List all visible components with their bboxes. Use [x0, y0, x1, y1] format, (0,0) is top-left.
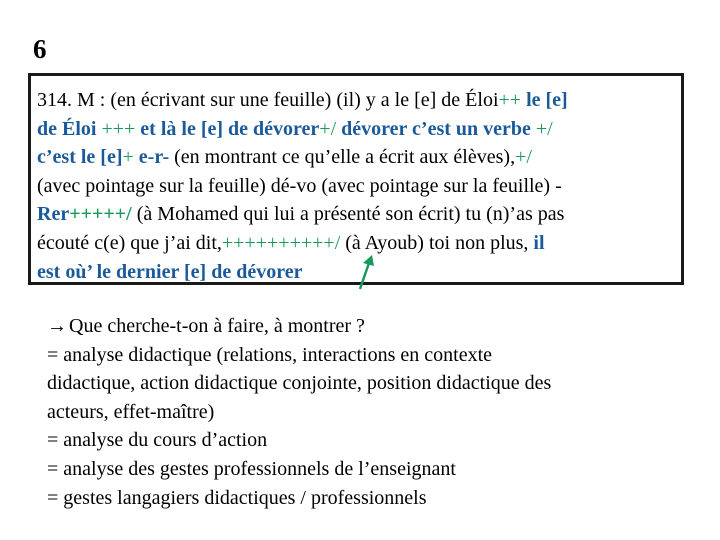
transcript-line-2: de Éloi +++ et là le [e] de dévorer+/ dévorer c’est un verbe +/	[37, 117, 553, 140]
right-arrow-icon: →	[47, 315, 67, 337]
transcript-line-4: (avec pointage sur la feuille) dé-vo (avec pointage sur la feuille) -	[37, 174, 562, 197]
transcript-line-7: est où’ le dernier [e] de dévorer	[37, 260, 303, 283]
pointer-arrow-icon	[355, 255, 377, 291]
bullet-line: = analyse du cours d’action	[47, 429, 268, 452]
slide-number: 6	[33, 34, 47, 64]
bullet-line: = analyse des gestes professionnels de l’enseignant	[47, 457, 456, 480]
bullet-line: acteurs, effet-maître)	[47, 400, 215, 423]
transcript-line-1: 314. M : (en écrivant sur une feuille) (il) y a le [e] de Éloi++ le [e]	[37, 89, 568, 111]
bullet-line: didactique, action didactique conjointe, position didactique des	[47, 372, 552, 395]
bullet-line: = gestes langagiers didactiques / professionnels	[47, 486, 427, 509]
bullet-question: → Que cherche-t-on à faire, à montrer ?	[47, 312, 687, 341]
transcript-line-3: c’est le [e]+ e-r- (en montrant ce qu’elle a écrit aux élèves),+/	[37, 146, 532, 169]
bullet-line: = analyse didactique (relations, interactions en contexte	[47, 343, 492, 366]
bullet-list	[47, 312, 687, 512]
transcript-line-6: écouté c(e) que j’ai dit,++++++++++/ (à Ayoub) toi non plus, il	[37, 231, 545, 254]
transcript-box	[28, 73, 684, 285]
transcript-line-5: Rer+++++/ (à Mohamed qui lui a présenté son écrit) tu (n)’as pas	[37, 203, 565, 226]
